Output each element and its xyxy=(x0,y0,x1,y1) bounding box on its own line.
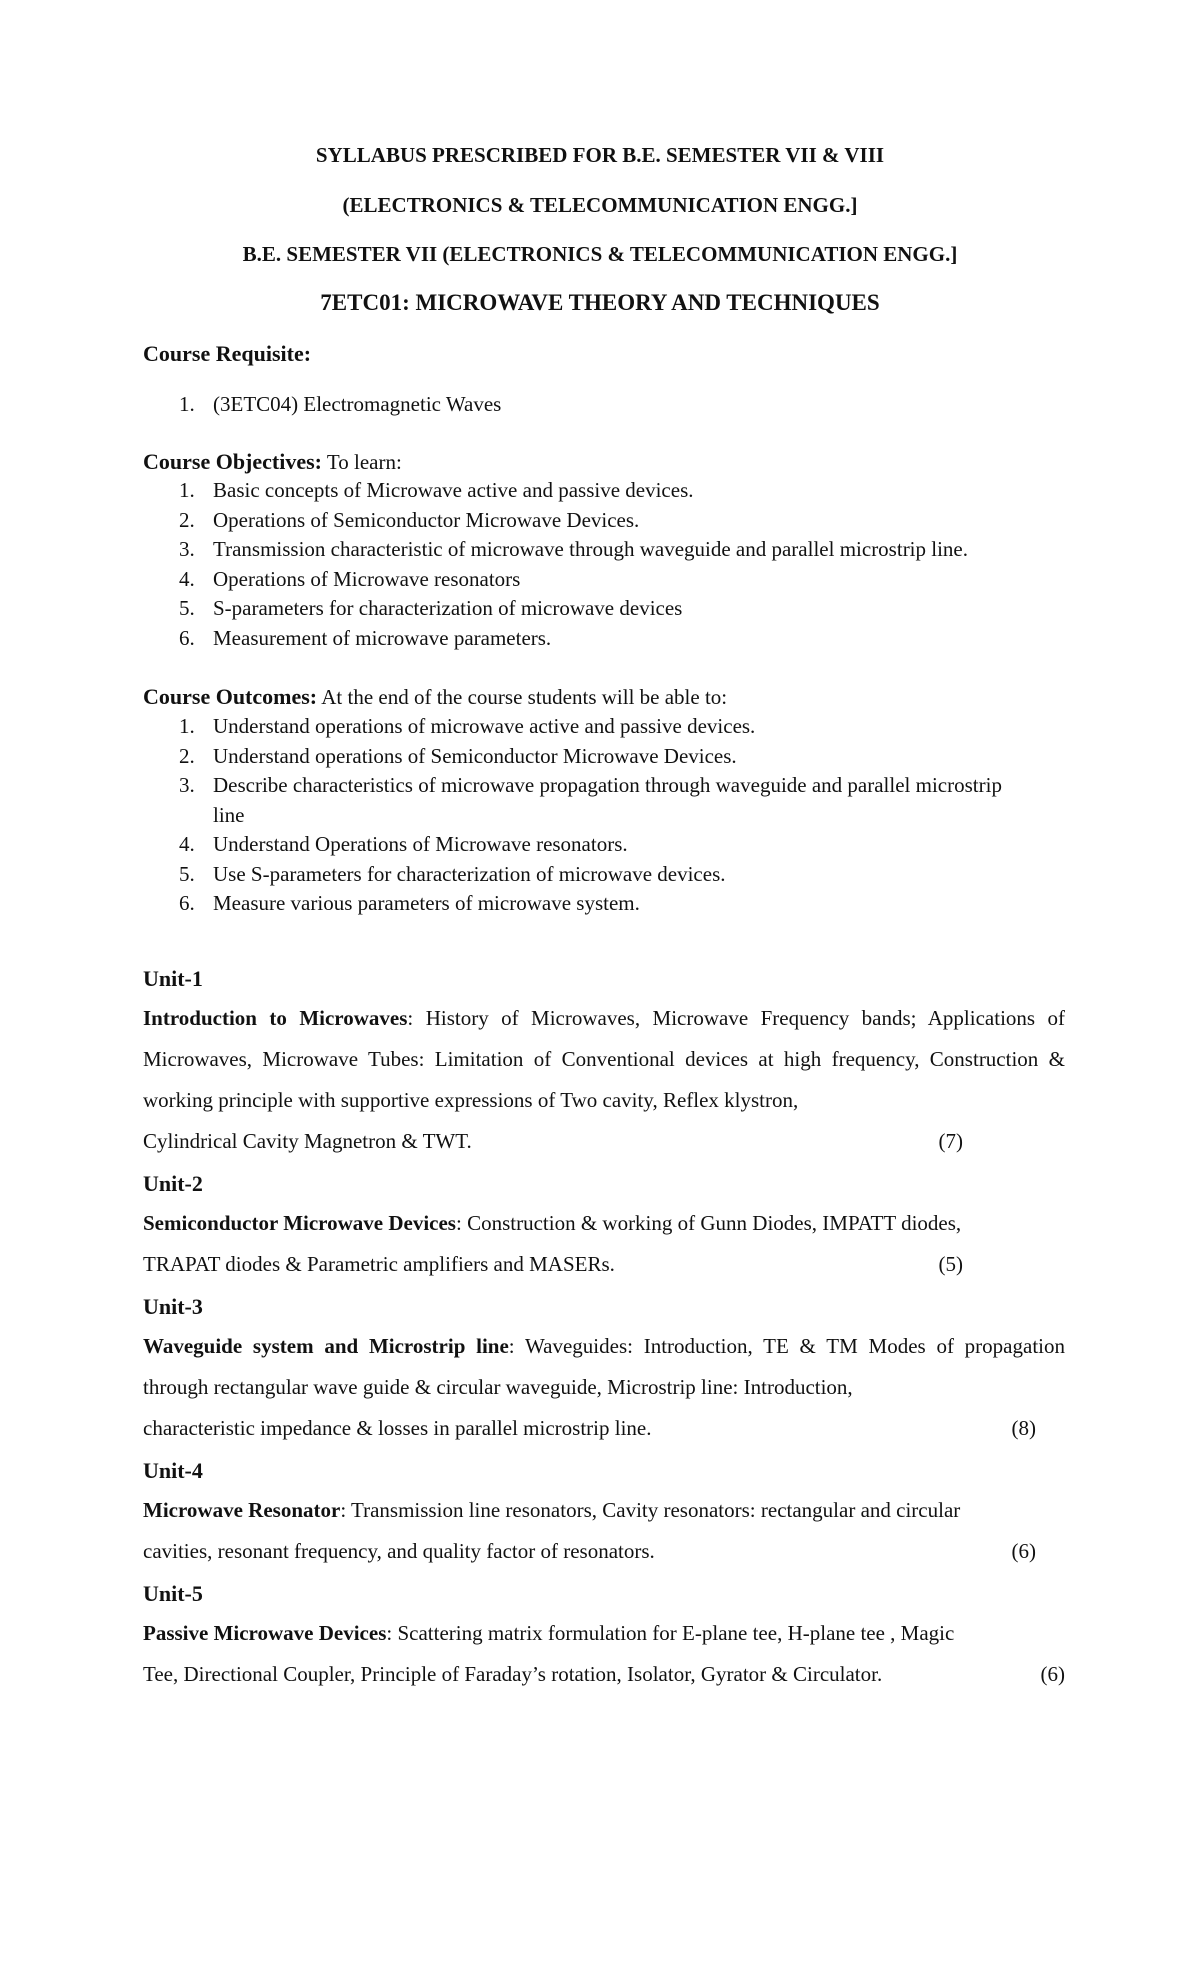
unit-5-hours: (6) xyxy=(1040,1662,1065,1686)
unit-3-body: : Waveguides: Introduction, TE & TM Modes of propagation through rectangular wave guide & circular waveguide, Microstrip line: Introduction, xyxy=(143,1334,1065,1399)
outcomes-list xyxy=(143,712,1073,919)
list-text: Understand operations of microwave active and passive devices. xyxy=(213,714,756,738)
unit-4-hours: (6) xyxy=(1011,1539,1036,1563)
unit-2-content xyxy=(143,1203,1065,1285)
unit-3-content xyxy=(143,1326,1065,1449)
list-text: Use S-parameters for characterization of microwave devices. xyxy=(213,861,726,886)
objectives-intro: To learn: xyxy=(322,450,402,474)
unit-3-hours: (8) xyxy=(1011,1416,1036,1440)
list-item xyxy=(143,594,1073,624)
unit-1-hours: (7) xyxy=(938,1129,963,1153)
course-title: 7ETC01: MICROWAVE THEORY AND TECHNIQUES xyxy=(320,290,880,315)
list-number: 4. xyxy=(179,832,195,856)
unit-1-last-line xyxy=(143,1121,963,1162)
unit-5-body: : Scattering matrix formulation for E-plane tee, H-plane tee , Magic xyxy=(386,1621,955,1645)
unit-1-label: Unit-1 xyxy=(143,966,203,991)
list-text: Transmission characteristic of microwave through waveguide and parallel microstrip line. xyxy=(213,537,969,561)
list-text: Understand Operations of Microwave resonators. xyxy=(213,832,628,856)
unit-4-title: Microwave Resonator xyxy=(143,1498,341,1522)
syllabus-heading: SYLLABUS PRESCRIBED FOR B.E. SEMESTER VII & VIII xyxy=(315,143,885,167)
list-number: 5. xyxy=(179,596,195,620)
objectives-list xyxy=(143,476,1073,653)
outcomes-heading: Course Outcomes: xyxy=(143,684,318,709)
list-item xyxy=(143,535,1073,565)
unit-2-last-line xyxy=(143,1244,963,1285)
list-item xyxy=(143,712,1073,742)
objectives-heading: Course Objectives: xyxy=(143,449,323,474)
objectives-line xyxy=(143,447,402,477)
list-number: 6. xyxy=(179,891,195,915)
list-text: Operations of Microwave resonators xyxy=(213,566,521,591)
unit-5-label: Unit-5 xyxy=(143,1581,203,1606)
unit-2-body: : Construction & working of Gunn Diodes, IMPATT diodes, xyxy=(455,1211,962,1235)
unit-4-last: cavities, resonant frequency, and quality factor of resonators. xyxy=(143,1539,655,1563)
list-text: Basic concepts of Microwave active and passive devices. xyxy=(213,478,694,502)
list-number: 1. xyxy=(179,392,195,416)
unit-2-hours: (5) xyxy=(938,1252,963,1276)
list-item xyxy=(143,565,1073,595)
list-text: Understand operations of Semiconductor Microwave Devices. xyxy=(213,743,737,768)
unit-1-last: Cylindrical Cavity Magnetron & TWT. xyxy=(143,1129,472,1153)
unit-1-content xyxy=(143,998,1065,1162)
list-number: 2. xyxy=(179,743,195,768)
unit-4-label: Unit-4 xyxy=(143,1458,203,1483)
unit-2-title: Semiconductor Microwave Devices xyxy=(143,1211,456,1235)
unit-4-last-line xyxy=(143,1531,1036,1572)
semester-heading: B.E. SEMESTER VII (ELECTRONICS & TELECOMMUNICATION ENGG.] xyxy=(242,242,958,266)
list-item xyxy=(143,506,1073,536)
list-text: (3ETC04) Electromagnetic Waves xyxy=(213,392,502,416)
outcomes-intro: At the end of the course students will be able to: xyxy=(317,685,728,709)
list-text: Measurement of microwave parameters. xyxy=(213,625,552,650)
list-number: 3. xyxy=(179,537,195,561)
requisite-list xyxy=(143,390,1073,420)
unit-3-last: characteristic impedance & losses in parallel microstrip line. xyxy=(143,1416,652,1440)
list-item xyxy=(143,889,1073,919)
unit-1-body: : History of Microwaves, Microwave Frequency bands; Applications of Microwaves, Microwave Tubes: Limitation of Conventional devices at high frequency, Construction & working principle with supportive expressions of Two cavity, Reflex klystron, xyxy=(143,1006,1066,1112)
unit-4-content xyxy=(143,1490,1065,1572)
list-text: S-parameters for characterization of microwave devices xyxy=(213,596,683,620)
list-number: 1. xyxy=(179,714,195,738)
list-text: Measure various parameters of microwave system. xyxy=(213,891,640,915)
unit-5-content xyxy=(143,1613,1065,1695)
branch-heading: (ELECTRONICS & TELECOMMUNICATION ENGG.] xyxy=(342,193,858,217)
unit-5-title: Passive Microwave Devices xyxy=(143,1621,387,1645)
unit-4-body: : Transmission line resonators, Cavity resonators: rectangular and circular xyxy=(340,1498,961,1522)
list-item xyxy=(143,624,1073,654)
list-item xyxy=(143,860,1073,890)
list-item xyxy=(143,830,1073,860)
unit-3-title: Waveguide system and Microstrip line xyxy=(143,1334,509,1358)
list-number: 5. xyxy=(179,861,195,886)
list-number: 2. xyxy=(179,507,195,532)
list-item xyxy=(143,771,1073,830)
unit-3-last-line xyxy=(143,1408,1036,1449)
list-item xyxy=(143,476,1073,506)
list-text: Operations of Semiconductor Microwave Devices. xyxy=(213,507,640,532)
list-number: 4. xyxy=(179,566,195,591)
list-text: Describe characteristics of microwave propagation through waveguide and parallel microstrip line xyxy=(213,773,1002,827)
unit-3-label: Unit-3 xyxy=(143,1294,203,1319)
list-item xyxy=(143,390,1073,420)
requisite-heading: Course Requisite: xyxy=(143,341,312,366)
list-number: 6. xyxy=(179,625,195,650)
unit-2-label: Unit-2 xyxy=(143,1171,203,1196)
list-number: 3. xyxy=(179,773,195,797)
unit-5-last-line xyxy=(143,1654,1065,1695)
unit-5-last: Tee, Directional Coupler, Principle of Faraday’s rotation, Isolator, Gyrator & Circulator. xyxy=(143,1662,883,1686)
outcomes-line xyxy=(143,682,727,712)
list-item xyxy=(143,742,1073,772)
list-number: 1. xyxy=(179,478,195,502)
unit-1-title: Introduction to Microwaves xyxy=(143,1006,408,1030)
unit-2-last: TRAPAT diodes & Parametric amplifiers and MASERs. xyxy=(143,1252,615,1276)
